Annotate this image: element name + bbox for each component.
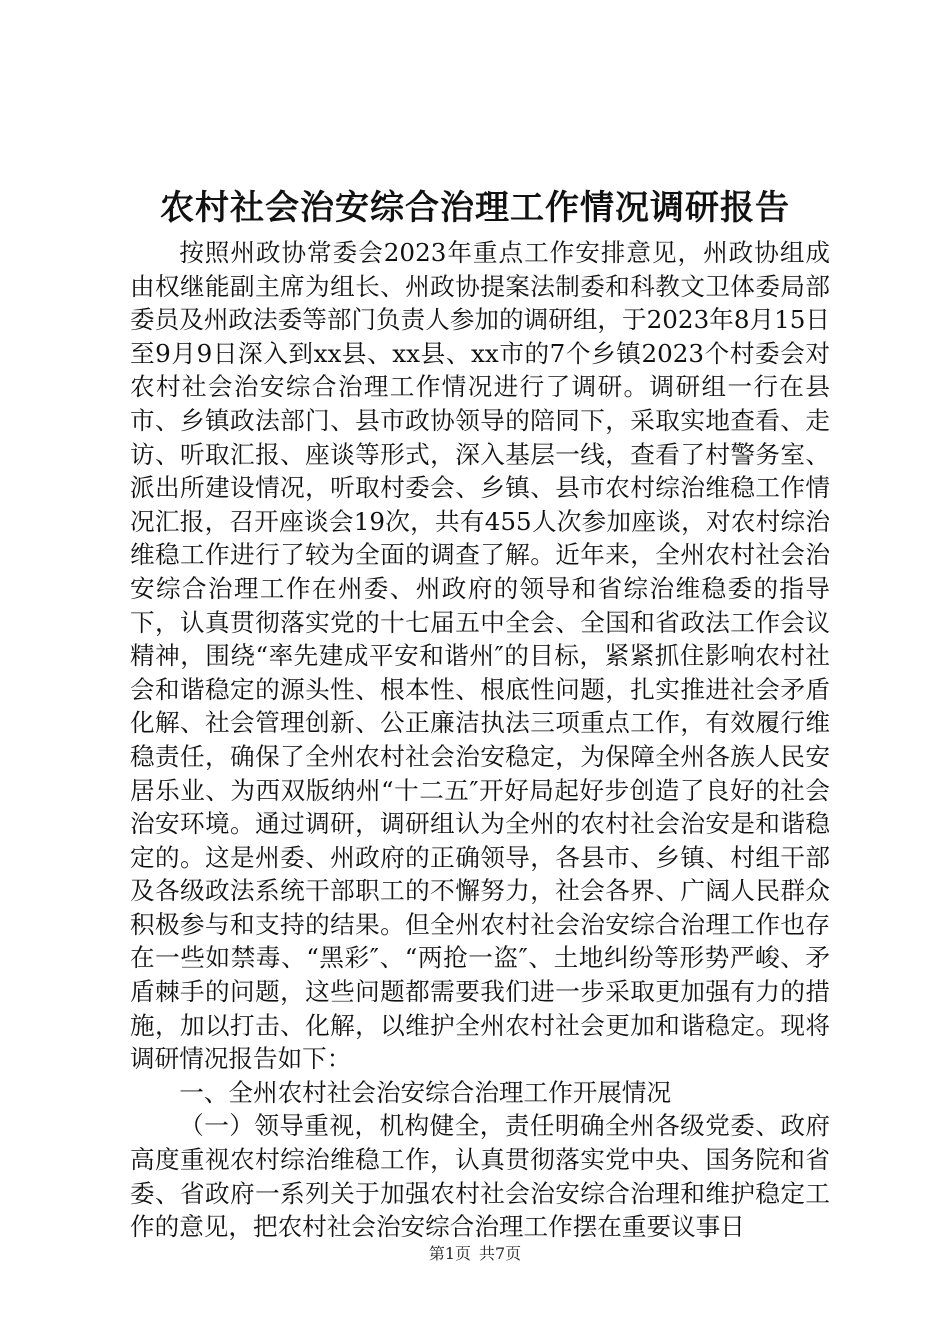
subsection-paragraph: （一）领导重视，机构健全，责任明确全州各级党委、政府高度重视农村综治维稳工作，认真贯彻落实党中央、国务院和省委、省政府一系列关于加强农村社会治安综合治理和维护稳定工作的意见，把农村社会治安综合治理工作摆在重要议事日: [130, 1111, 830, 1242]
document-body: [130, 236, 830, 1244]
page-total: 共7页: [479, 1244, 522, 1263]
intro-paragraph: 按照州政协常委会2023年重点工作安排意见，州政协组成由权继能副主席为组长、州政协提案法制委和科教文卫体委局部委员及州政法委等部门负责人参加的调研组，于2023年8月15日至9月9日深入到xx县、xx县、xx市的7个乡镇2023个村委会对农村社会治安综合治理工作情况进行了调研。调研组一行在县市、乡镇政法部门、县市政协领导的陪同下，采取实地查看、走访、听取汇报、座谈等形式，深入基层一线，查看了村警务室、派出所建设情况，听取村委会、乡镇、县市农村综治维稳工作情况汇报，召开座谈会19次，共有455人次参加座谈，对农村综治维稳工作进行了较为全面的调查了解。近年来，全州农村社会治安综合治理工作在州委、州政府的领导和省综治维稳委的指导下，认真贯彻落实党的十七届五中全会、全国和省政法工作会议精神，围绕“率先建成平安和谐州″的目标，紧紧抓住影响农村社会和谐稳定的源头性、根本性、根底性问题，扎实推进社会矛盾化解、社会管理创新、公正廉洁执法三项重点工作，有效履行维稳责任，确保了全州农村社会治安稳定，为保障全州各族人民安居乐业、为西双版纳州“十二五″开好局起好步创造了良好的社会治安环境。通过调研，调研组认为全州的农村社会治安是和谐稳定的。这是州委、州政府的正确领导，各县市、乡镇、村组干部及各级政法系统干部职工的不懈努力，社会各界、广阔人民群众积极参与和支持的结果。但全州农村社会治安综合治理工作也存在一些如禁毒、“黑彩″、“两抢一盗″、土地纠纷等形势严峻、矛盾棘手的问题，这些问题都需要我们进一步采取更加强有力的措施，加以打击、化解，以维护全州农村社会更加和谐稳定。现将调研情况报告如下：: [130, 238, 830, 1074]
section-heading: 一、全州农村社会治安综合治理工作开展情况: [179, 1077, 672, 1107]
page-footer: [0, 1242, 950, 1266]
page-number: 第1页: [428, 1244, 471, 1263]
document-title: 农村社会治安综合治理工作情况调研报告: [160, 188, 790, 228]
